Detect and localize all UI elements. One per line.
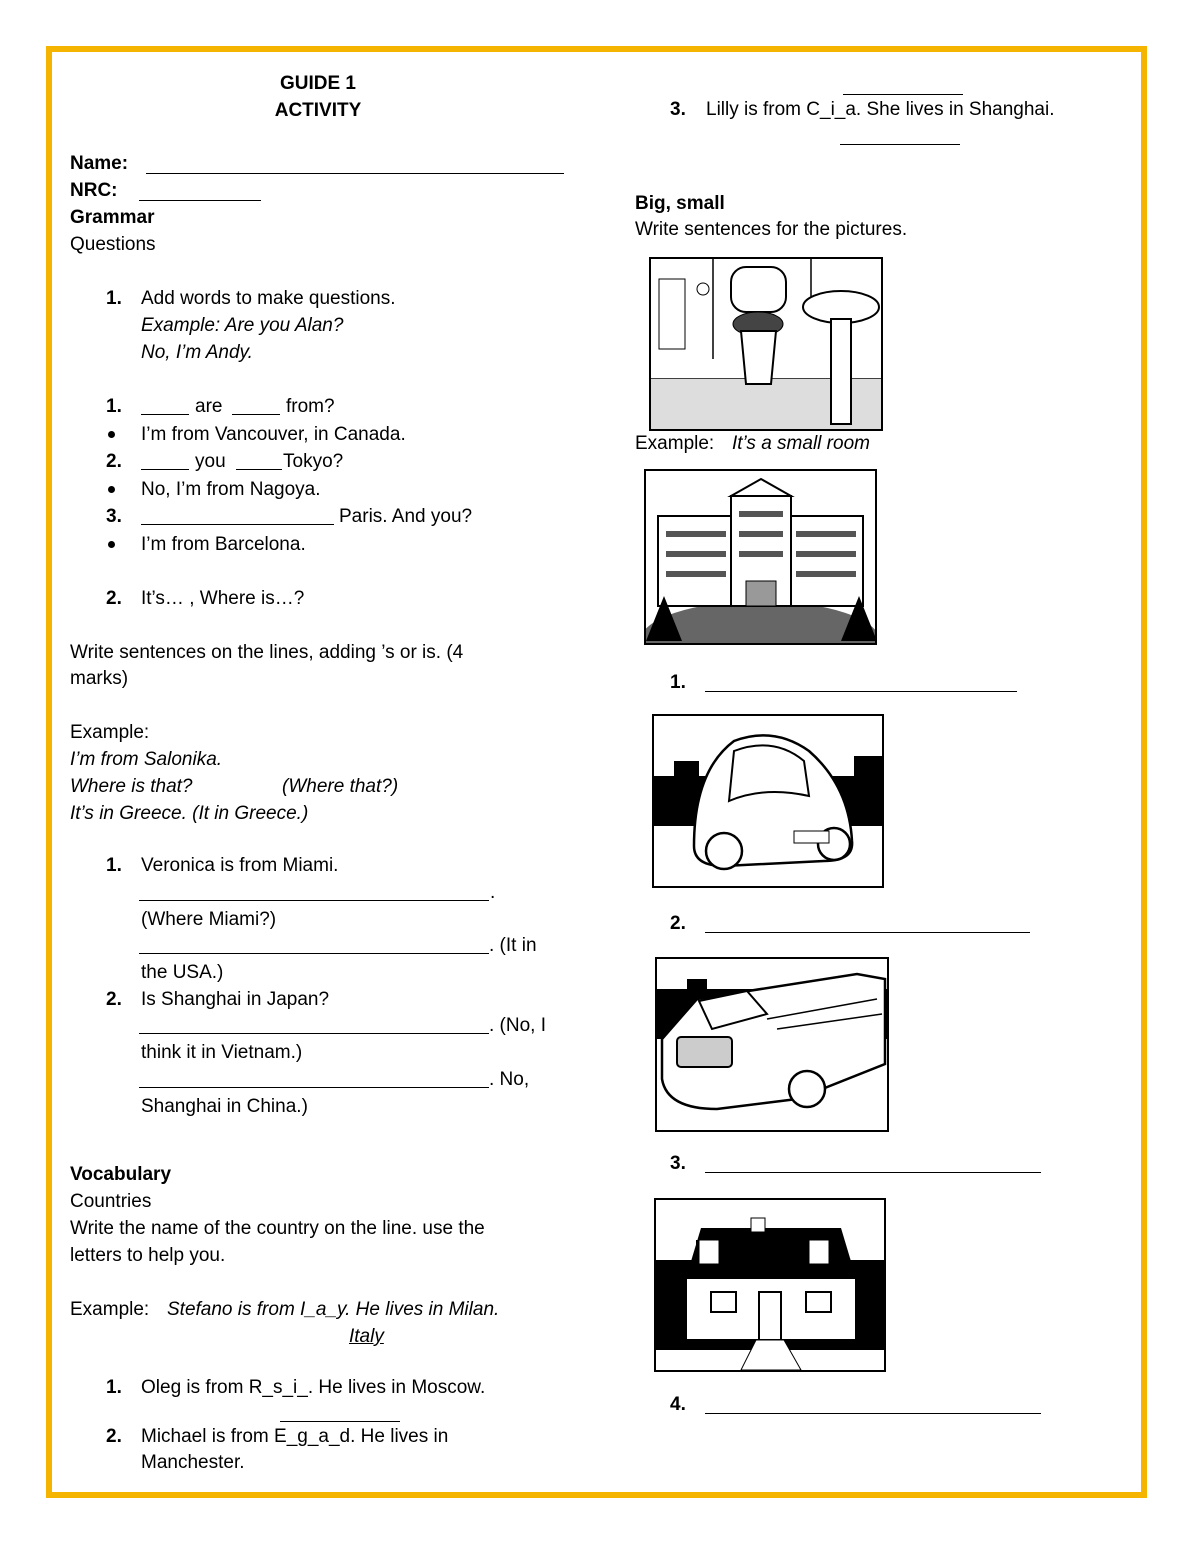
page-border: [46, 46, 1147, 1498]
vocab-item-1-text: Oleg is from R_s_i_. He lives in Moscow.: [141, 1377, 486, 1398]
vocab-item-2-answer-line[interactable]: [843, 94, 963, 95]
bullet-icon: [108, 486, 115, 493]
exercise-2-example-2b: (Where that?): [282, 776, 399, 797]
picture-1-answer-line[interactable]: [705, 691, 1017, 692]
nrc-label: NRC:: [70, 180, 118, 201]
vocabulary-topic: Countries: [70, 1191, 152, 1212]
picture-3-answer-line[interactable]: [705, 1172, 1041, 1173]
vocab-item-3-text: Lilly is from C_i_a. She lives in Shanghai.: [706, 99, 1055, 120]
exercise-2-example-label: Example:: [70, 722, 150, 743]
nrc-input-line[interactable]: [139, 200, 261, 201]
ex1-item-2-number: 2.: [106, 451, 122, 472]
small-room-picture: [649, 257, 883, 431]
bullet-icon: [108, 431, 115, 438]
ex1-item-1-answer: I’m from Vancouver, in Canada.: [141, 424, 406, 445]
guide-title: GUIDE 1: [279, 73, 357, 94]
big-small-example-label: Example:: [635, 433, 715, 454]
ex1-item-1-blank-1[interactable]: [141, 414, 189, 415]
vocab-item-2-text-2: Manchester.: [141, 1452, 245, 1473]
ex1-item-3-tail: Paris. And you?: [339, 506, 473, 527]
vocab-item-1-answer-line[interactable]: [280, 1421, 400, 1422]
vocabulary-heading: Vocabulary: [70, 1164, 172, 1185]
ex2-item-2-hint-2a: . No,: [489, 1069, 530, 1090]
big-small-heading: Big, small: [635, 193, 725, 214]
picture-4-number: 4.: [670, 1394, 686, 1415]
ex1-item-2-word-2: Tokyo?: [283, 451, 344, 472]
ex1-item-3-answer: I’m from Barcelona.: [141, 534, 306, 555]
grammar-heading: Grammar: [70, 207, 155, 228]
exercise-1-number: 1.: [106, 288, 122, 309]
ex1-item-1-word-2: from?: [286, 396, 335, 417]
big-building-picture: [644, 469, 877, 645]
ex2-item-1-hint-1: (Where Miami?): [141, 909, 277, 930]
ex2-item-2-hint-1a: . (No, I: [489, 1015, 547, 1036]
ex2-item-2-answer-line-1[interactable]: [139, 1033, 489, 1034]
ex2-item-1-prompt: Veronica is from Miami.: [141, 855, 339, 876]
ex1-item-2-answer: No, I’m from Nagoya.: [141, 479, 321, 500]
exercise-2-example-1: I’m from Salonika.: [70, 749, 223, 770]
vocabulary-example-answer: Italy: [349, 1326, 384, 1347]
activity-title: ACTIVITY: [274, 100, 362, 121]
ex2-item-2-prompt: Is Shanghai in Japan?: [141, 989, 330, 1010]
ex2-item-1-hint-2a: . (It in: [489, 935, 537, 956]
exercise-2-instruction-line-1: Write sentences on the lines, adding ’s or is. (4: [70, 642, 464, 663]
vocab-item-3-number: 3.: [670, 99, 686, 120]
vocabulary-example-text: Stefano is from I_a_y. He lives in Milan.: [167, 1299, 500, 1320]
picture-3-number: 3.: [670, 1153, 686, 1174]
ex1-item-1-blank-2[interactable]: [232, 414, 280, 415]
ex2-item-1-period: .: [490, 882, 496, 903]
exercise-2-example-3: It’s in Greece. (It in Greece.): [70, 803, 309, 824]
vocab-item-2-text-1: Michael is from E_g_a_d. He lives in: [141, 1426, 449, 1447]
exercise-2-number: 2.: [106, 588, 122, 609]
ex1-item-3-number: 3.: [106, 506, 122, 527]
small-house-picture: [654, 1198, 886, 1372]
exercise-1-example-question: Example: Are you Alan?: [141, 315, 344, 336]
big-car-picture: [655, 957, 889, 1132]
name-input-line[interactable]: [146, 173, 564, 174]
vocabulary-instruction-line-2: letters to help you.: [70, 1245, 226, 1266]
ex1-item-1-word-1: are: [195, 396, 223, 417]
vocab-item-3-answer-line[interactable]: [840, 144, 960, 145]
ex2-item-1-answer-line-1[interactable]: [139, 900, 489, 901]
small-car-picture: [652, 714, 884, 888]
picture-2-answer-line[interactable]: [705, 932, 1030, 933]
ex2-item-2-hint-2b: Shanghai in China.): [141, 1096, 308, 1117]
name-label: Name:: [70, 153, 129, 174]
ex2-item-1-answer-line-2[interactable]: [139, 953, 489, 954]
ex1-item-3-blank[interactable]: [141, 524, 334, 525]
bullet-icon: [108, 541, 115, 548]
ex2-item-1-number: 1.: [106, 855, 122, 876]
picture-2-number: 2.: [670, 913, 686, 934]
vocab-item-2-number: 2.: [106, 1426, 122, 1447]
picture-4-answer-line[interactable]: [705, 1413, 1041, 1414]
ex1-item-2-blank-2[interactable]: [236, 469, 282, 470]
vocab-item-1-number: 1.: [106, 1377, 122, 1398]
big-small-example-text: It’s a small room: [732, 433, 870, 454]
picture-1-number: 1.: [670, 672, 686, 693]
ex2-item-2-answer-line-2[interactable]: [139, 1087, 489, 1088]
ex2-item-1-hint-2b: the USA.): [141, 962, 224, 983]
vocabulary-instruction-line-1: Write the name of the country on the line. use the: [70, 1218, 485, 1239]
ex1-item-2-blank-1[interactable]: [141, 469, 189, 470]
exercise-2-title: It’s… , Where is…?: [141, 588, 305, 609]
vocabulary-example-label: Example:: [70, 1299, 150, 1320]
exercise-1-instruction: Add words to make questions.: [141, 288, 396, 309]
ex2-item-2-number: 2.: [106, 989, 122, 1010]
grammar-topic: Questions: [70, 234, 156, 255]
ex1-item-1-number: 1.: [106, 396, 122, 417]
ex2-item-2-hint-1b: think it in Vietnam.): [141, 1042, 303, 1063]
exercise-2-instruction-line-2: marks): [70, 668, 129, 689]
exercise-2-example-2a: Where is that?: [70, 776, 193, 797]
exercise-1-example-answer: No, I’m Andy.: [141, 342, 253, 363]
big-small-instruction: Write sentences for the pictures.: [635, 219, 908, 240]
ex1-item-2-word-1: you: [195, 451, 226, 472]
